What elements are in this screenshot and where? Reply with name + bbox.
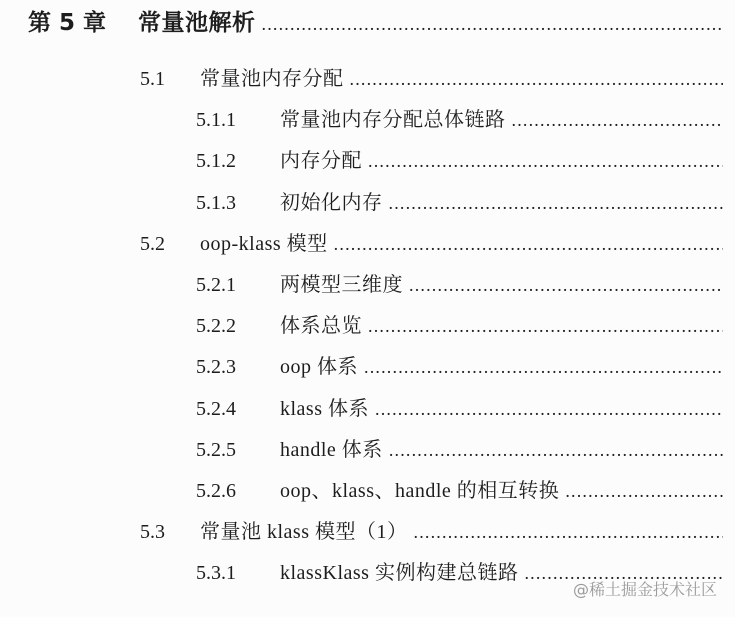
subsection-title: klassKlass 实例构建总链路 <box>280 562 519 584</box>
dot-leader <box>368 309 723 343</box>
toc-entry-5-2 <box>140 227 723 261</box>
toc-entry-5-2-6 <box>196 474 723 508</box>
subsection-title: 内存分配 <box>280 150 362 172</box>
subsection-title: 初始化内存 <box>280 192 383 214</box>
dot-leader <box>414 515 724 549</box>
subsection-title: klass 体系 <box>280 398 369 420</box>
subsection-number: 5.2.4 <box>196 398 236 420</box>
dot-leader <box>375 392 723 426</box>
section-number: 5.3 <box>140 521 165 543</box>
section-number: 5.1 <box>140 68 165 90</box>
subsection-title: oop、klass、handle 的相互转换 <box>280 480 560 502</box>
section-title: 常量池内存分配 <box>200 68 344 90</box>
toc-entry-5-2-5 <box>196 433 723 467</box>
watermark-text: @稀土掘金技术社区 <box>572 580 717 599</box>
section-number: 5.2 <box>140 233 165 255</box>
toc-entry-5-2-4 <box>196 392 723 426</box>
dot-leader <box>334 227 723 261</box>
dot-leader <box>389 186 724 220</box>
dot-leader <box>364 350 723 384</box>
subsection-number: 5.2.5 <box>196 439 236 461</box>
dot-leader <box>350 62 724 96</box>
subsection-title: 常量池内存分配总体链路 <box>280 109 506 131</box>
subsection-title: 体系总览 <box>280 315 362 337</box>
subsection-number: 5.2.6 <box>196 480 236 502</box>
dot-leader <box>409 268 723 302</box>
subsection-number: 5.2.2 <box>196 315 236 337</box>
subsection-number: 5.2.3 <box>196 356 236 378</box>
dot-leader <box>262 7 724 41</box>
subsection-title: 两模型三维度 <box>280 274 403 296</box>
subsection-title: oop 体系 <box>280 356 358 378</box>
chapter-heading <box>28 6 723 40</box>
dot-leader <box>389 433 723 467</box>
chapter-title: 常量池解析 <box>138 10 256 36</box>
toc-entry-5-1-2 <box>196 144 723 178</box>
subsection-number: 5.1.1 <box>196 109 236 131</box>
subsection-number: 5.1.3 <box>196 192 236 214</box>
dot-leader <box>565 474 723 508</box>
section-title: 常量池 klass 模型（1） <box>200 521 408 543</box>
subsection-number: 5.1.2 <box>196 150 236 172</box>
toc-entry-5-2-1 <box>196 268 723 302</box>
toc-entry-5-1-1 <box>196 103 723 137</box>
dot-leader <box>368 144 723 178</box>
toc-entry-5-2-2 <box>196 309 723 343</box>
subsection-number: 5.2.1 <box>196 274 236 296</box>
toc-entry-5-1-3 <box>196 186 723 220</box>
subsection-title: handle 体系 <box>280 439 383 461</box>
toc-entry-5-1 <box>140 62 723 96</box>
toc-entry-5-3 <box>140 515 723 549</box>
chapter-number: 第 5 章 <box>28 10 107 36</box>
dot-leader <box>512 103 724 137</box>
toc-entry-5-2-3 <box>196 350 723 384</box>
section-title: oop-klass 模型 <box>200 233 328 255</box>
subsection-number: 5.3.1 <box>196 562 236 584</box>
